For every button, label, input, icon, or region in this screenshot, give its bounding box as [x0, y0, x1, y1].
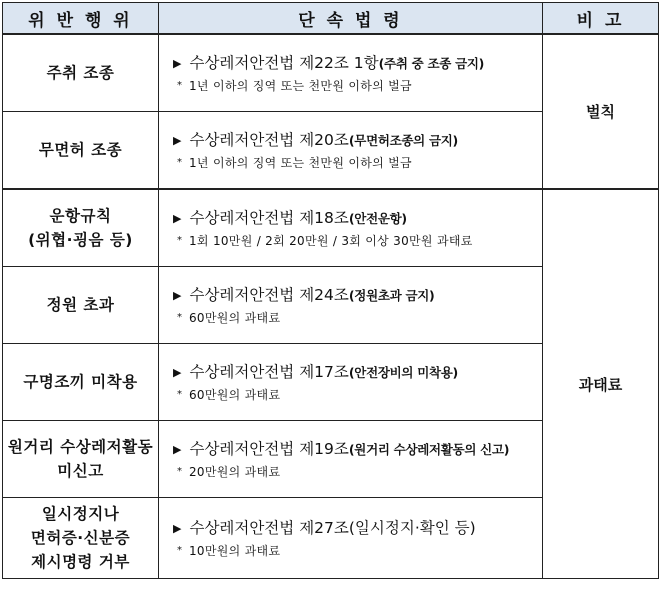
law-cell: [159, 267, 543, 344]
triangle-bullet-icon: ▶: [173, 521, 182, 535]
violation-line: 면허증·신분증: [30, 529, 131, 547]
penalty-text: [177, 76, 542, 96]
asterisk-icon: *: [177, 544, 183, 556]
header-row: [3, 3, 659, 35]
triangle-bullet-icon: ▶: [173, 211, 182, 225]
violation-line: 원거리 수상레저활동: [7, 438, 154, 456]
violation-cell: [3, 421, 159, 498]
law-article-title: (안전운항): [348, 210, 407, 226]
header-note: 비 고: [543, 3, 659, 35]
law-reference: [173, 516, 542, 541]
violation-line: 운항규칙: [49, 207, 112, 225]
law-title: 수상레저안전법 제24조: [189, 285, 349, 304]
law-title: 수상레저안전법 제27조(일시정지·확인 등): [189, 518, 476, 537]
triangle-bullet-icon: ▶: [173, 365, 182, 379]
penalty-value: 60만원의 과태료: [189, 387, 281, 402]
law-title: 수상레저안전법 제18조: [189, 208, 349, 227]
penalty-value: 20만원의 과태료: [189, 464, 281, 479]
violation-line: (위협·굉음 등): [28, 231, 133, 249]
law-article-title: (정원초과 금지): [348, 287, 435, 303]
note-cell-criminal: 벌칙: [543, 34, 659, 189]
violation-line: 주취 조종: [46, 64, 115, 82]
law-reference: [173, 51, 542, 76]
asterisk-icon: *: [177, 388, 183, 400]
asterisk-icon: *: [177, 311, 183, 323]
header-violation: 위 반 행 위: [3, 3, 159, 35]
penalty-text: [177, 308, 542, 328]
law-article-title: (안전장비의 미착용): [348, 364, 458, 380]
law-cell: [159, 421, 543, 498]
violation-line: 미신고: [57, 462, 104, 480]
asterisk-icon: *: [177, 79, 183, 91]
penalty-value: 1년 이하의 징역 또는 천만원 이하의 벌금: [189, 155, 412, 170]
law-title: 수상레저안전법 제22조 1항: [189, 53, 379, 72]
law-cell: [159, 498, 543, 579]
law-article-title: (주취 중 조종 금지): [378, 55, 485, 71]
violation-cell: [3, 267, 159, 344]
triangle-bullet-icon: ▶: [173, 288, 182, 302]
violation-line: 구명조끼 미착용: [23, 373, 138, 391]
violation-line: 정원 초과: [46, 296, 115, 314]
penalty-text: [177, 541, 542, 561]
violation-line: 무면허 조종: [38, 141, 123, 159]
note-cell-fine: 과태료: [543, 189, 659, 579]
law-reference: [173, 437, 542, 462]
violation-cell: [3, 344, 159, 421]
law-reference: [173, 283, 542, 308]
law-title: 수상레저안전법 제20조: [189, 130, 349, 149]
penalty-value: 1회 10만원 / 2회 20만원 / 3회 이상 30만원 과태료: [189, 233, 473, 248]
law-reference: [173, 128, 542, 153]
law-cell: [159, 189, 543, 267]
header-law: 단 속 법 령: [159, 3, 543, 35]
violation-line: 제시명령 거부: [31, 553, 130, 571]
law-cell: [159, 34, 543, 112]
asterisk-icon: *: [177, 156, 183, 168]
law-article-title: (무면허조종의 금지): [348, 132, 458, 148]
law-title: 수상레저안전법 제17조: [189, 362, 349, 381]
violation-cell: [3, 112, 159, 190]
penalty-text: [177, 153, 542, 173]
violation-line: 일시정지나: [41, 505, 120, 523]
law-article-title: (원거리 수상레저활동의 신고): [348, 441, 510, 457]
penalty-text: [177, 462, 542, 482]
penalty-text: [177, 385, 542, 405]
asterisk-icon: *: [177, 234, 183, 246]
violation-cell: [3, 498, 159, 579]
table-row: [3, 34, 659, 112]
penalty-value: 10만원의 과태료: [189, 543, 281, 558]
triangle-bullet-icon: ▶: [173, 442, 182, 456]
penalty-value: 60만원의 과태료: [189, 310, 281, 325]
law-reference: [173, 206, 542, 231]
penalty-value: 1년 이하의 징역 또는 천만원 이하의 벌금: [189, 78, 412, 93]
triangle-bullet-icon: ▶: [173, 56, 182, 70]
violation-cell: [3, 189, 159, 267]
violation-cell: [3, 34, 159, 112]
penalty-text: [177, 231, 542, 251]
law-reference: [173, 360, 542, 385]
triangle-bullet-icon: ▶: [173, 133, 182, 147]
law-cell: [159, 344, 543, 421]
law-cell: [159, 112, 543, 190]
penalty-table: [2, 2, 659, 579]
asterisk-icon: *: [177, 465, 183, 477]
table-row: [3, 189, 659, 267]
law-title: 수상레저안전법 제19조: [189, 439, 349, 458]
